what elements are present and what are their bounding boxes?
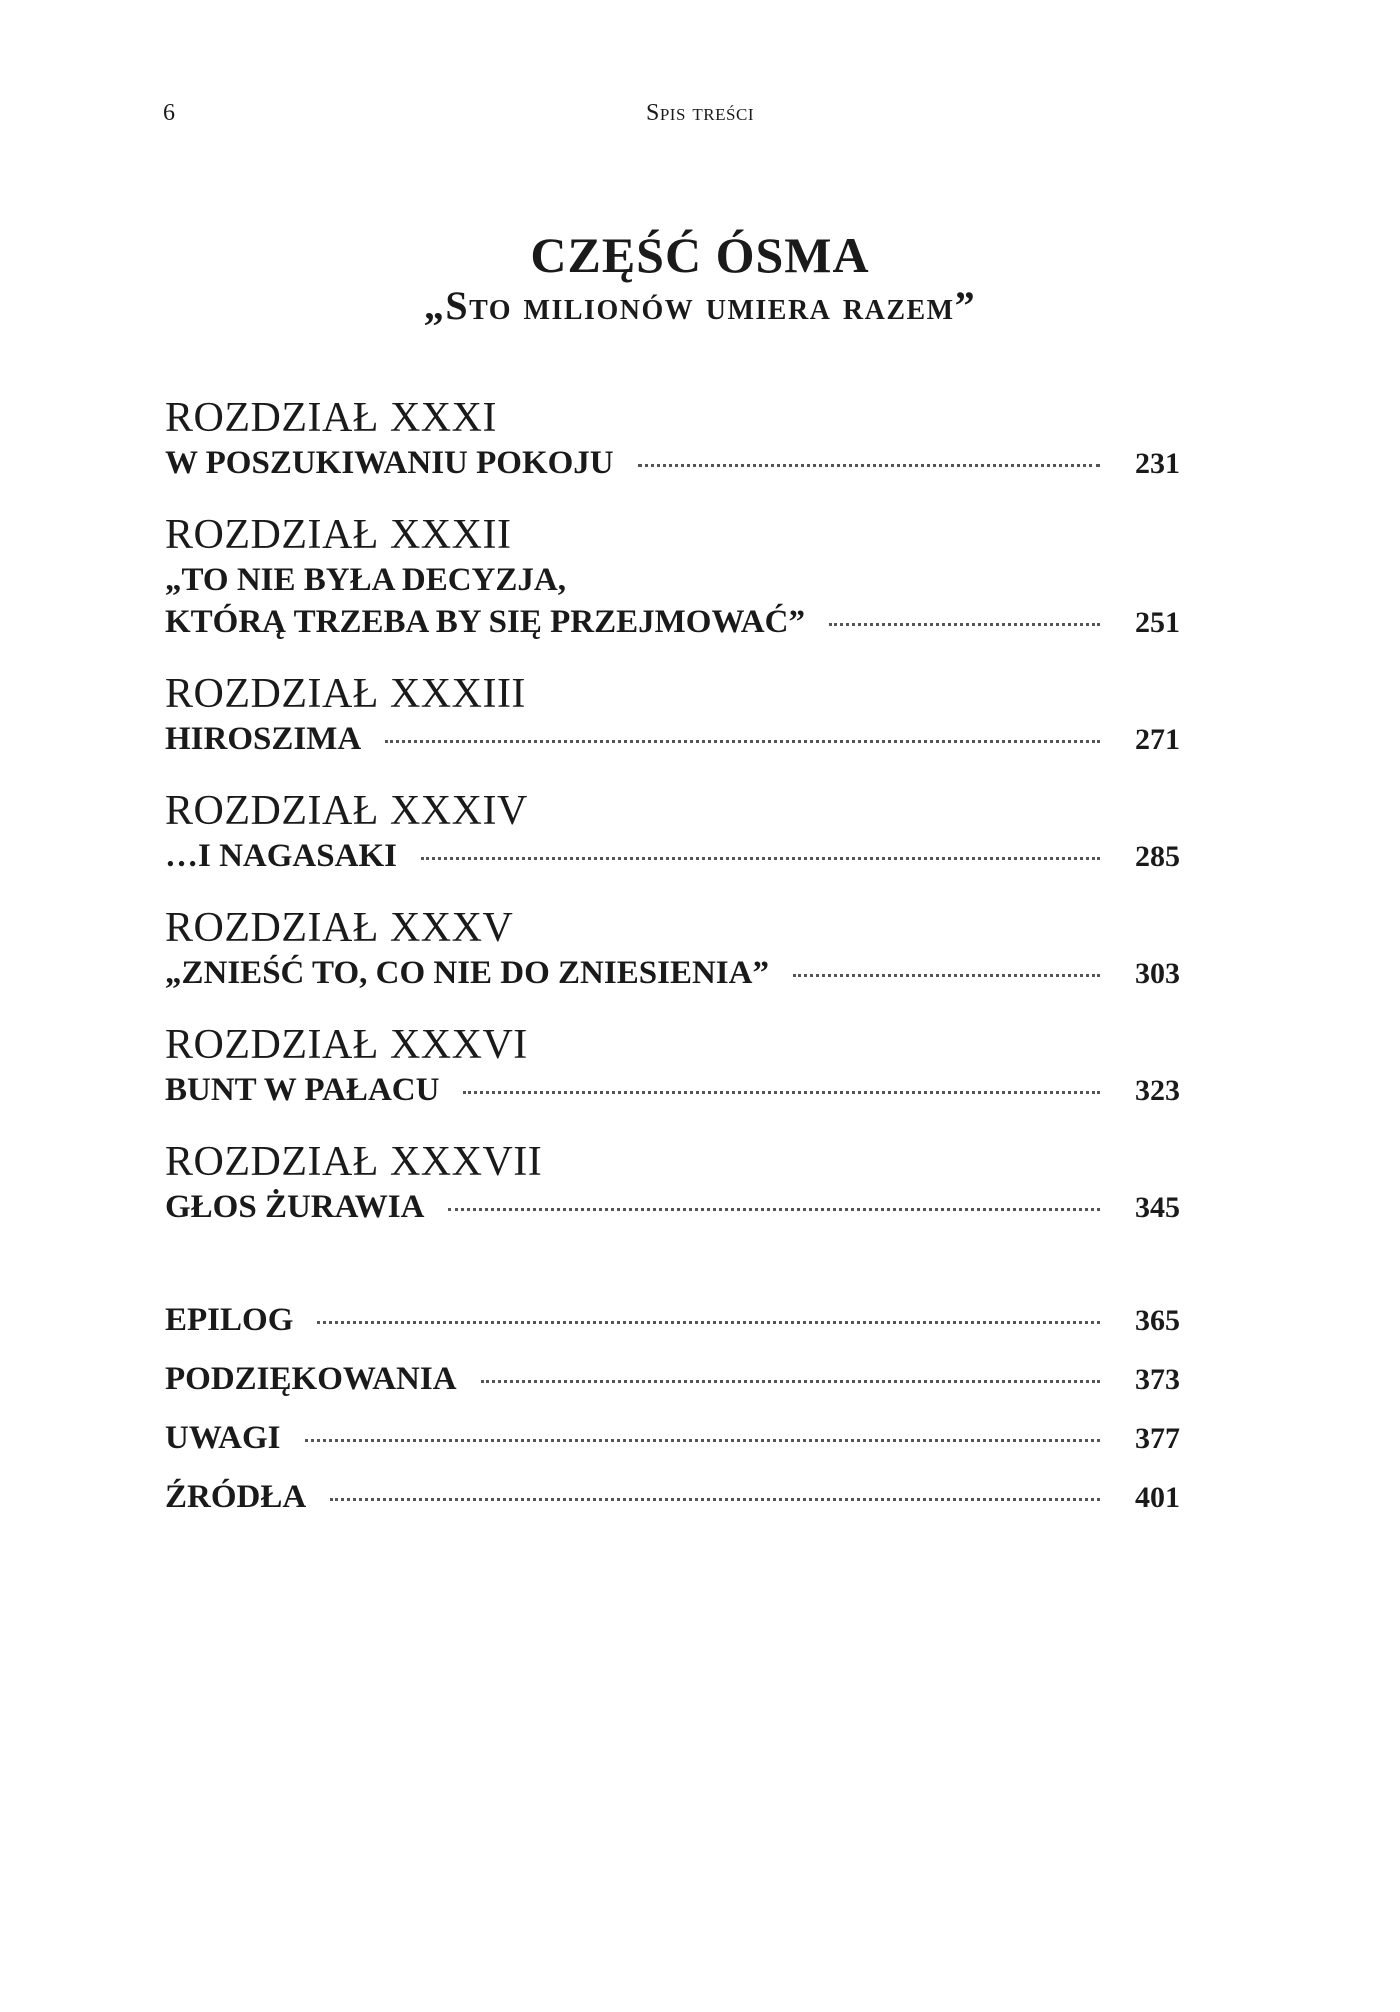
dot-leader <box>638 464 1100 467</box>
chapter-title: KTÓRĄ TRZEBA BY SIĘ PRZEJMOWAĆ” <box>165 604 805 640</box>
chapter-label: ROZDZIAŁ XXXI <box>165 395 497 441</box>
dot-leader <box>305 1439 1100 1442</box>
chapter-label: ROZDZIAŁ XXXVI <box>165 1022 528 1068</box>
chapter-label: ROZDZIAŁ XXXII <box>165 512 512 558</box>
toc-chapter-entry[interactable] <box>165 904 1180 995</box>
chapter-label: ROZDZIAŁ XXXIII <box>165 671 526 717</box>
backmatter-list <box>165 1299 1180 1519</box>
toc-chapter-entry[interactable] <box>165 787 1180 878</box>
page-reference: 377 <box>1135 1422 1180 1455</box>
chapter-title: GŁOS ŻURAWIA <box>165 1189 425 1225</box>
table-of-contents <box>165 394 1180 1535</box>
dot-leader <box>330 1498 1100 1501</box>
part-title: CZĘŚĆ ÓSMA <box>530 227 870 283</box>
chapter-title-row <box>165 1186 1180 1229</box>
running-head: Spis treści <box>646 100 754 126</box>
toc-backmatter-entry[interactable] <box>165 1358 1180 1401</box>
toc-backmatter-entry[interactable] <box>165 1417 1180 1460</box>
page-reference: 303 <box>1135 957 1180 990</box>
backmatter-title: UWAGI <box>165 1420 281 1456</box>
page-reference: 323 <box>1135 1074 1180 1107</box>
page-reference: 271 <box>1135 723 1180 756</box>
toc-chapter-entry[interactable] <box>165 511 1180 644</box>
toc-chapter-entry[interactable] <box>165 1138 1180 1229</box>
dot-leader <box>448 1208 1100 1211</box>
toc-chapter-entry[interactable] <box>165 670 1180 761</box>
toc-chapter-entry[interactable] <box>165 1021 1180 1112</box>
chapter-title: HIROSZIMA <box>165 721 362 757</box>
page-reference: 251 <box>1135 606 1180 639</box>
backmatter-title: EPILOG <box>165 1302 294 1338</box>
chapter-title: BUNT W PAŁACU <box>165 1072 440 1108</box>
chapter-list <box>165 394 1180 1229</box>
chapter-title: „ZNIEŚĆ TO, CO NIE DO ZNIESIENIA” <box>165 955 769 991</box>
chapter-label: ROZDZIAŁ XXXIV <box>165 788 528 834</box>
dot-leader <box>385 740 1100 743</box>
dot-leader <box>317 1321 1100 1324</box>
toc-backmatter-entry[interactable] <box>165 1299 1180 1342</box>
page-reference: 365 <box>1135 1304 1180 1337</box>
dot-leader <box>421 857 1100 860</box>
chapter-title-row <box>165 442 1180 485</box>
page-reference: 285 <box>1135 840 1180 873</box>
chapter-title-row <box>165 718 1180 761</box>
part-subtitle: „Sto milionów umiera razem” <box>423 283 977 328</box>
backmatter-title: PODZIĘKOWANIA <box>165 1361 457 1397</box>
toc-backmatter-entry[interactable] <box>165 1476 1180 1519</box>
chapter-title-row <box>165 601 1180 644</box>
page-number: 6 <box>163 100 175 126</box>
chapter-title-line: „TO NIE BYŁA DECYZJA, <box>165 562 566 598</box>
page-reference: 231 <box>1135 447 1180 480</box>
dot-leader <box>463 1091 1100 1094</box>
page-reference: 345 <box>1135 1191 1180 1224</box>
chapter-title: W POSZUKIWANIU POKOJU <box>165 445 614 481</box>
chapter-label: ROZDZIAŁ XXXV <box>165 905 514 951</box>
toc-chapter-entry[interactable] <box>165 394 1180 485</box>
chapter-label: ROZDZIAŁ XXXVII <box>165 1139 543 1185</box>
chapter-title: …I NAGASAKI <box>165 838 397 874</box>
backmatter-title: ŹRÓDŁA <box>165 1479 307 1515</box>
chapter-title-row <box>165 952 1180 995</box>
chapter-title-row <box>165 835 1180 878</box>
dot-leader <box>481 1380 1100 1383</box>
page-reference: 373 <box>1135 1363 1180 1396</box>
chapter-title-row <box>165 1069 1180 1112</box>
dot-leader <box>829 623 1100 626</box>
page-reference: 401 <box>1135 1481 1180 1514</box>
dot-leader <box>793 974 1100 977</box>
